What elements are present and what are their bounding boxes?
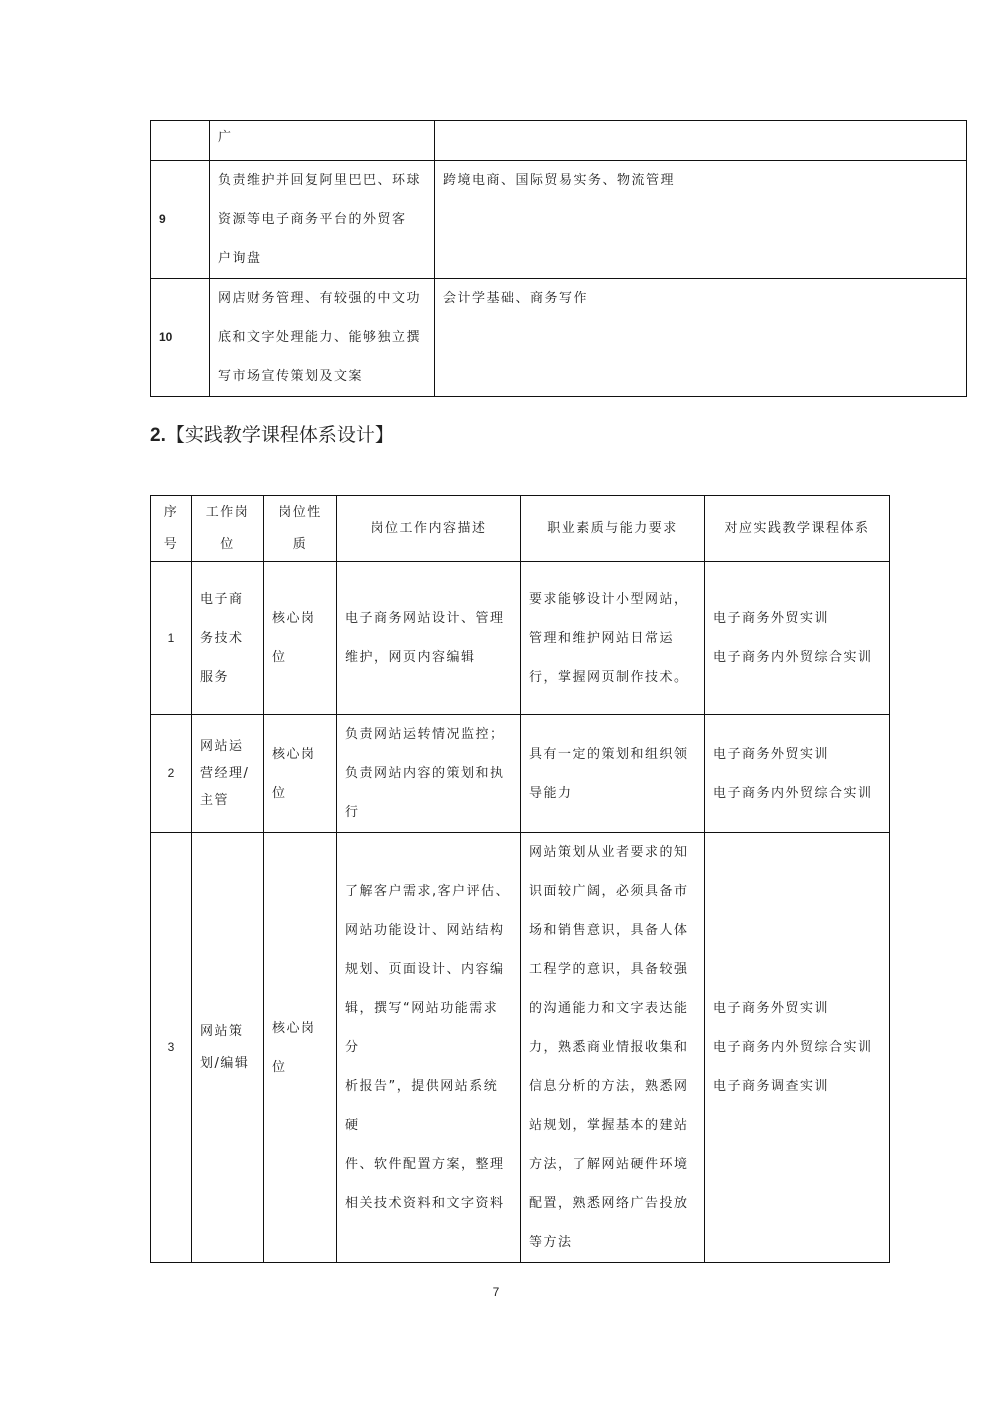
text-line: 信息分析的方法，熟悉网: [529, 1079, 689, 1094]
table-header-row: [151, 496, 890, 562]
text-line: 负责网站内容的策划和执: [345, 766, 505, 781]
header-job: [192, 496, 264, 562]
row-number: 9: [151, 161, 210, 279]
text-line: 方法，了解网站硬件环境: [529, 1157, 689, 1172]
text-line: 电子商务网站设计、管理: [345, 611, 505, 626]
job-description-cell: [210, 161, 435, 279]
course-cell: [435, 161, 967, 279]
text-line: 网店财务管理、有较强的中文功: [218, 291, 422, 306]
text-line: 主管: [200, 793, 230, 808]
content-cell: [337, 833, 521, 1263]
course-cell: [435, 121, 967, 161]
text-line: 电子商务外贸实训: [713, 746, 830, 762]
job-cell: [192, 833, 264, 1263]
text-line: 行，掌握网页制作技术。: [529, 669, 689, 685]
nature-cell: [264, 562, 337, 715]
text-line: 位: [272, 1059, 287, 1075]
row-seq: 2: [151, 715, 192, 833]
text-line: 核心岗: [272, 611, 316, 626]
header-text: 位: [220, 536, 235, 552]
header-courses: 对应实践教学课程体系: [705, 496, 890, 562]
header-text: 工作岗: [205, 504, 250, 520]
text-line: 工程学的意识，具备较强: [529, 962, 689, 977]
text-line: 电子商务调查实训: [713, 1079, 830, 1094]
text-line: 务技术: [200, 630, 244, 646]
content-cell: [337, 562, 521, 715]
text-line: 场和销售意识，具备人体: [529, 923, 689, 938]
section-heading: [150, 420, 394, 447]
text-line: 核心岗: [272, 1020, 316, 1036]
text-line: 资源等电子商务平台的外贸客: [218, 212, 407, 227]
text-line: 负责网站运转情况监控；: [345, 727, 505, 742]
text-line: 营经理/: [200, 766, 250, 781]
text-line: 电子商务外贸实训: [713, 611, 830, 626]
section-title: 【实践教学课程体系设计】: [165, 424, 394, 446]
row-number: 10: [151, 279, 210, 397]
ability-cell: [521, 562, 705, 715]
text-line: 规划、页面设计、内容编: [345, 962, 505, 977]
text-line: 电子商务内外贸综合实训: [713, 785, 873, 801]
text-line: 要求能够设计小型网站，: [529, 591, 689, 607]
text-line: 电子商务内外贸综合实训: [713, 650, 873, 665]
text-line: 写市场宣传策划及文案: [218, 369, 364, 384]
courses-cell: [705, 833, 890, 1263]
table-row: [151, 715, 890, 833]
text-line: 析报告”，提供网站系统硬: [345, 1079, 499, 1133]
nature-cell: [264, 833, 337, 1263]
text-line: 负责维护并回复阿里巴巴、环球: [218, 173, 422, 188]
table-row: [151, 562, 890, 715]
page-number: 7: [492, 1285, 500, 1299]
text-line: 位: [272, 650, 287, 665]
text-line: 行: [345, 805, 360, 820]
header-ability: 职业素质与能力要求: [521, 496, 705, 562]
text-line: 件、软件配置方案，整理: [345, 1157, 505, 1172]
text-line: 服务: [200, 669, 230, 685]
header-text: 岗位性: [278, 504, 322, 520]
text-line: 户询盘: [218, 251, 262, 266]
text-line: 电子商务内外贸综合实训: [713, 1040, 873, 1055]
nature-cell: [264, 715, 337, 833]
text-line: 了解客户需求,客户评估、: [345, 884, 511, 899]
text-line: 电子商务外贸实训: [713, 1001, 830, 1016]
text-line: 辑，撰写“网站功能需求分: [345, 1001, 499, 1055]
text-line: 站规划，掌握基本的建站: [529, 1118, 689, 1133]
text-line: 识面较广阔，必须具备市: [529, 884, 689, 899]
text-line: 电子商: [200, 591, 244, 607]
courses-cell: [705, 562, 890, 715]
job-requirements-table-continued: [150, 120, 967, 397]
text-line: 底和文字处理能力、能够独立撰: [218, 330, 422, 345]
text-line: 导能力: [529, 785, 573, 801]
text-line: 等方法: [529, 1235, 573, 1250]
table-row: [151, 279, 967, 397]
practice-curriculum-table: [150, 495, 890, 1263]
job-description-cell: [210, 279, 435, 397]
text-line: 网站策: [200, 1023, 244, 1039]
table-row: [151, 161, 967, 279]
table-row: [151, 121, 967, 161]
text-line: 会计学基础、商务写作: [443, 291, 589, 306]
content-cell: [337, 715, 521, 833]
row-seq: 1: [151, 562, 192, 715]
header-content: 岗位工作内容描述: [337, 496, 521, 562]
text-line: 网站功能设计、网站结构: [345, 923, 505, 938]
text-line: 维护，网页内容编辑: [345, 650, 476, 665]
header-text: 号: [163, 536, 179, 552]
table-row: [151, 833, 890, 1263]
text-line: 广: [218, 130, 233, 145]
row-number: [151, 121, 210, 161]
text-line: 配置，熟悉网络广告投放: [529, 1196, 689, 1211]
text-line: 网站运: [200, 739, 244, 754]
text-line: 具有一定的策划和组织领: [529, 746, 689, 762]
courses-cell: [705, 715, 890, 833]
job-cell: [192, 562, 264, 715]
text-line: 位: [272, 785, 287, 801]
text-line: 相关技术资料和文字资料: [345, 1196, 505, 1211]
text-line: 核心岗: [272, 746, 316, 762]
course-cell: [435, 279, 967, 397]
row-seq: 3: [151, 833, 192, 1263]
job-description-cell: [210, 121, 435, 161]
text-line: 管理和维护网站日常运: [529, 630, 675, 646]
text-line: 网站策划从业者要求的知: [529, 845, 689, 860]
header-seq: [151, 496, 192, 562]
text-line: 跨境电商、国际贸易实务、物流管理: [443, 173, 676, 188]
header-text: 质: [292, 536, 308, 552]
ability-cell: [521, 715, 705, 833]
text-line: 的沟通能力和文字表达能: [529, 1001, 689, 1016]
text-line: 力，熟悉商业情报收集和: [529, 1040, 689, 1055]
ability-cell: [521, 833, 705, 1263]
text-line: 划/编辑: [200, 1055, 250, 1071]
section-number: 2.: [150, 425, 166, 446]
header-text: 序: [163, 504, 179, 520]
header-nature: [264, 496, 337, 562]
job-cell: [192, 715, 264, 833]
